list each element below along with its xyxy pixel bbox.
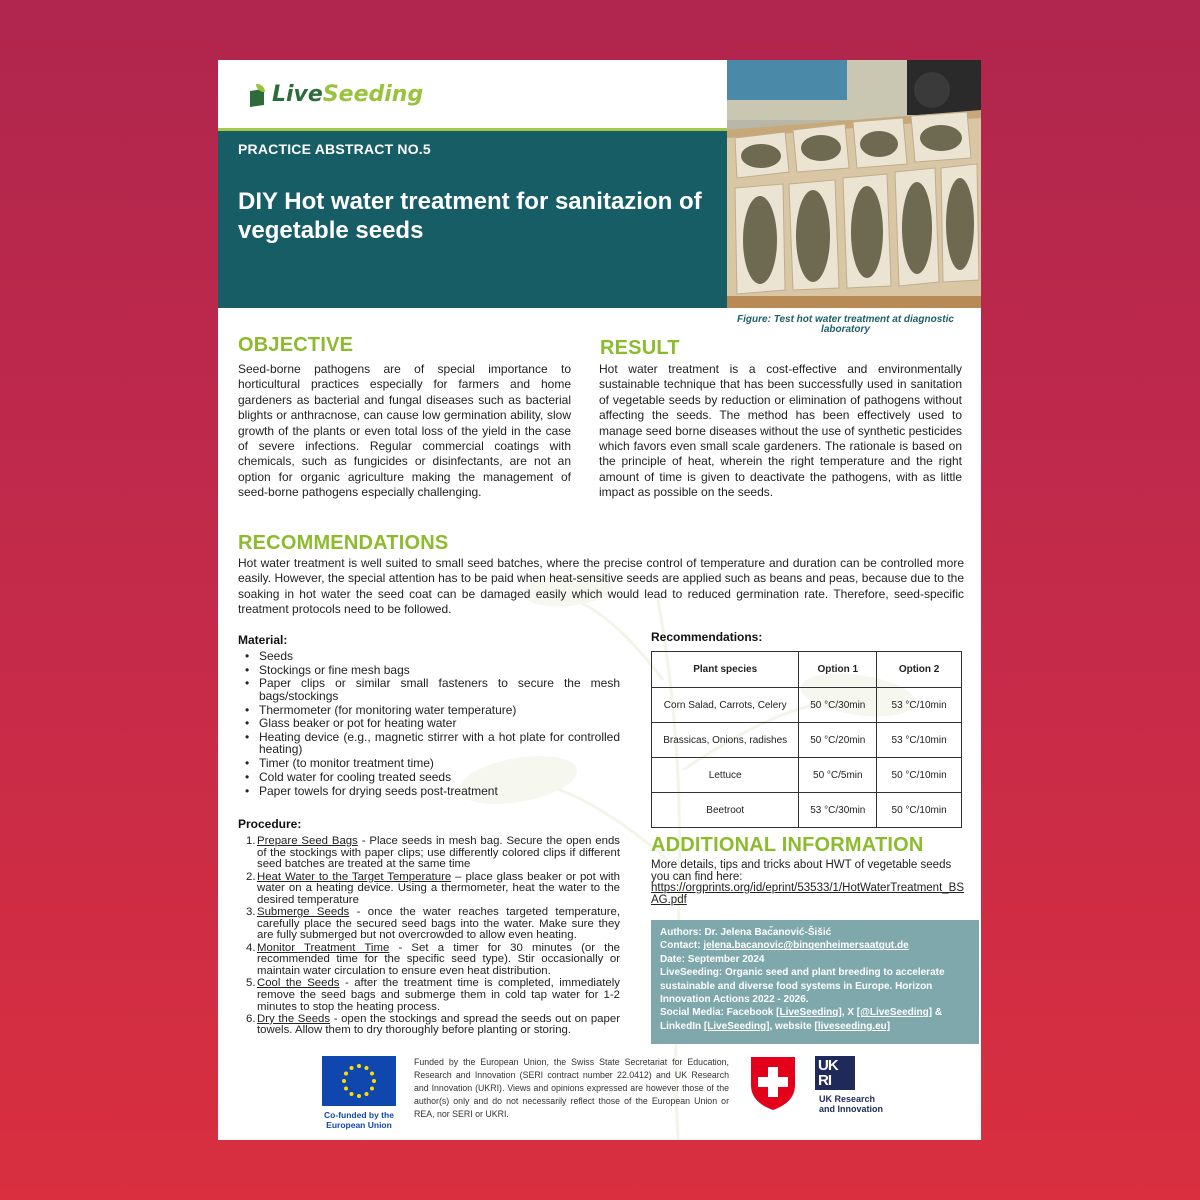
document-title: DIY Hot water treatment for sanitazion of vegetable seeds bbox=[238, 188, 702, 244]
table-row bbox=[652, 793, 962, 828]
result-heading: RESULT bbox=[600, 337, 680, 359]
list-item: • Cold water for cooling treated seeds bbox=[238, 771, 620, 784]
treatment-table bbox=[651, 651, 962, 828]
procedure-step: 5. Cool the Seeds - after the treatment time is completed, immediately remove the seed bags and submerge them in cold tap water for 1-2 minutes to stop the heating process. bbox=[246, 977, 620, 1013]
table-cell: 50 °C/10min bbox=[877, 758, 962, 793]
table-cell: 50 °C/20min bbox=[799, 723, 877, 758]
table-cell: 53 °C/10min bbox=[877, 688, 962, 723]
objective-heading: OBJECTIVE bbox=[238, 334, 354, 356]
social-line: Social Media: Facebook [LiveSeeding], X [@LiveSeeding] & LinkedIn [LiveSeeding], website [liveseeding.eu] bbox=[660, 1007, 943, 1032]
facebook-link[interactable]: [LiveSeeding] bbox=[776, 1007, 842, 1019]
table-row bbox=[652, 688, 962, 723]
project-line: LiveSeeding: Organic seed and plant breeding to accelerate sustainable and diverse food systems in Europe. Horizon Innovation Actions 2022 - 2026. bbox=[660, 967, 945, 1006]
authors-box bbox=[651, 920, 979, 1044]
contact-line: Contact: jelena.bacanovic@bingenheimersaatgut.de bbox=[660, 940, 909, 952]
table-header-cell: Option 1 bbox=[799, 652, 877, 688]
title-banner bbox=[218, 128, 727, 308]
eu-caption: Co-funded by the European Union bbox=[324, 1110, 394, 1130]
result-text: Hot water treatment is a cost-effective and environmentally sustainable technique that has been successfully used in sanitation of vegetable seeds by reduction or elimination of pathogens without affecting the seeds. The method has been effectively used to manage seed borne diseases without the use of synthetic pesticides which favors even small scale gardeners. The rationale is based on the principle of heat, wherein the right temperature and the right amount of time is given to deactivate the pathogens, with as little impact as possible on the seeds. bbox=[599, 362, 962, 500]
list-item: • Glass beaker or pot for heating water bbox=[238, 717, 620, 730]
material-heading: Material: bbox=[238, 633, 288, 647]
logo-wordmark: LiveSeeding bbox=[272, 82, 424, 107]
table-cell: 50 °C/5min bbox=[799, 758, 877, 793]
table-cell: 50 °C/30min bbox=[799, 688, 877, 723]
contact-email-link[interactable]: jelena.bacanovic@bingenheimersaatgut.de bbox=[703, 940, 909, 952]
table-header-cell: Plant species bbox=[652, 652, 799, 688]
objective-text: Seed-borne pathogens are of special importance to horticultural practices especially for farmers and home gardeners as bacterial and fungal diseases such as bacterial blights or anthracnose, can cause low germination ability, slow growth of the plants or even total loss of the yield in the case of severe infections. Regular commercial coatings with chemicals, such as fungicides or disinfectants, are not an option for organic agriculture making the management of seed-borne pathogens especially challenging. bbox=[238, 362, 571, 500]
x-link[interactable]: [@LiveSeeding] bbox=[856, 1007, 933, 1019]
practice-abstract-document bbox=[218, 60, 981, 1140]
seed-trays-photo bbox=[727, 60, 981, 308]
table-header-cell: Option 2 bbox=[877, 652, 962, 688]
ukri-caption: UK Research and Innovation bbox=[819, 1094, 883, 1114]
procedure-step: 1. Prepare Seed Bags - Place seeds in mesh bag. Secure the open ends of the stockings with paper clips; use differently colored clips if different seed batches are treated at the same time bbox=[246, 835, 621, 871]
material-list bbox=[238, 650, 620, 798]
procedure-step: 6. Dry the Seeds - open the stockings and spread the seeds out on paper towels. Allow them to dry thoroughly before planting or storing. bbox=[246, 1012, 620, 1037]
rec-table-heading: Recommendations: bbox=[651, 630, 763, 644]
funding-statement: Funded by the European Union, the Swiss State Secretariat for Education, Research and Innovation (SERI contract number 22.0412) and UK Research and Innovation (UKRI). Views and opinions expressed are however those of the author(s) only and do not necessarily reflect those of the European Union or REA, nor SERI or UKRI. bbox=[414, 1057, 729, 1120]
table-cell: Brassicas, Onions, radishes bbox=[652, 723, 799, 758]
authors-line: Authors: Dr. Jelena Bac̆anović-Šišić bbox=[660, 927, 832, 938]
hwt-pdf-link[interactable]: https://orgprints.org/id/eprint/53533/1/HotWaterTreatment_BSAG.pdf bbox=[651, 882, 964, 906]
swiss-cross-icon bbox=[748, 1055, 798, 1111]
date-line: Date: September 2024 bbox=[660, 953, 765, 965]
list-item: • Thermometer (for monitoring water temperature) bbox=[238, 704, 620, 717]
ukri-logo-icon: UK RI bbox=[815, 1056, 855, 1090]
list-item: • Paper clips or similar small fasteners to secure the mesh bags/stockings bbox=[238, 677, 620, 702]
procedure-step: 4. Monitor Treatment Time - Set a timer for 30 minutes (or the recommended time for the specific seed type). Stir occasionally or maintain water circulation to ensure even heat distribution. bbox=[246, 941, 620, 977]
procedure-list bbox=[238, 836, 620, 1038]
linkedin-link[interactable]: [LiveSeeding] bbox=[703, 1020, 770, 1032]
table-cell: 50 °C/10min bbox=[877, 793, 962, 828]
procedure-heading: Procedure: bbox=[238, 817, 302, 831]
procedure-step: 2. Heat Water to the Target Temperature – place glass beaker or pot with water on a heating device. Using a thermometer, heat the water to the desired temperature bbox=[246, 870, 620, 906]
additional-info-text: More details, tips and tricks about HWT of vegetable seeds you can find here: bbox=[651, 859, 952, 883]
list-item: • Timer (to monitor treatment time) bbox=[238, 757, 620, 770]
table-row bbox=[652, 723, 962, 758]
list-item: • Heating device (e.g., magnetic stirrer with a hot plate for controlled heating) bbox=[238, 731, 620, 756]
table-row bbox=[652, 758, 962, 793]
table-cell: Beetroot bbox=[652, 793, 799, 828]
liveseeding-logo bbox=[250, 82, 423, 107]
additional-info-heading: ADDITIONAL INFORMATION bbox=[651, 834, 924, 856]
recommendations-text: Hot water treatment is well suited to small seed batches, where the precise control of temperature and duration can be controlled more easily. However, the special attention has to be paid when heat-sensitive seeds are applied such as beans and peas, because due to the soaking in hot water the seed coat can be damaged easily which would lead to reduced germination rate. Therefore, seed-specific treatment protocols need to be followed. bbox=[238, 556, 964, 617]
website-link[interactable]: [liveseeding.eu] bbox=[814, 1020, 891, 1032]
liveseeding-logo-icon bbox=[250, 84, 266, 106]
list-item: • Paper towels for drying seeds post-treatment bbox=[238, 785, 620, 798]
eu-flag-icon bbox=[322, 1056, 396, 1106]
table-cell: 53 °C/30min bbox=[799, 793, 877, 828]
table-cell: Corn Salad, Carrots, Celery bbox=[652, 688, 799, 723]
table-cell: Lettuce bbox=[652, 758, 799, 793]
list-item: • Stockings or fine mesh bags bbox=[238, 664, 620, 677]
table-header-row bbox=[652, 652, 962, 688]
list-item: • Seeds bbox=[238, 650, 620, 663]
recommendations-heading: RECOMMENDATIONS bbox=[238, 532, 449, 554]
practice-abstract-label: PRACTICE ABSTRACT NO.5 bbox=[238, 141, 431, 157]
table-cell: 53 °C/10min bbox=[877, 723, 962, 758]
procedure-step: 3. Submerge Seeds - once the water reaches targeted temperature, carefully place the secured seed bags into the water. Make sure they are fully submerged but not overcrowded to allow even heating. bbox=[246, 906, 620, 942]
figure-caption: Figure: Test hot water treatment at diagnostic laboratory bbox=[737, 314, 954, 335]
